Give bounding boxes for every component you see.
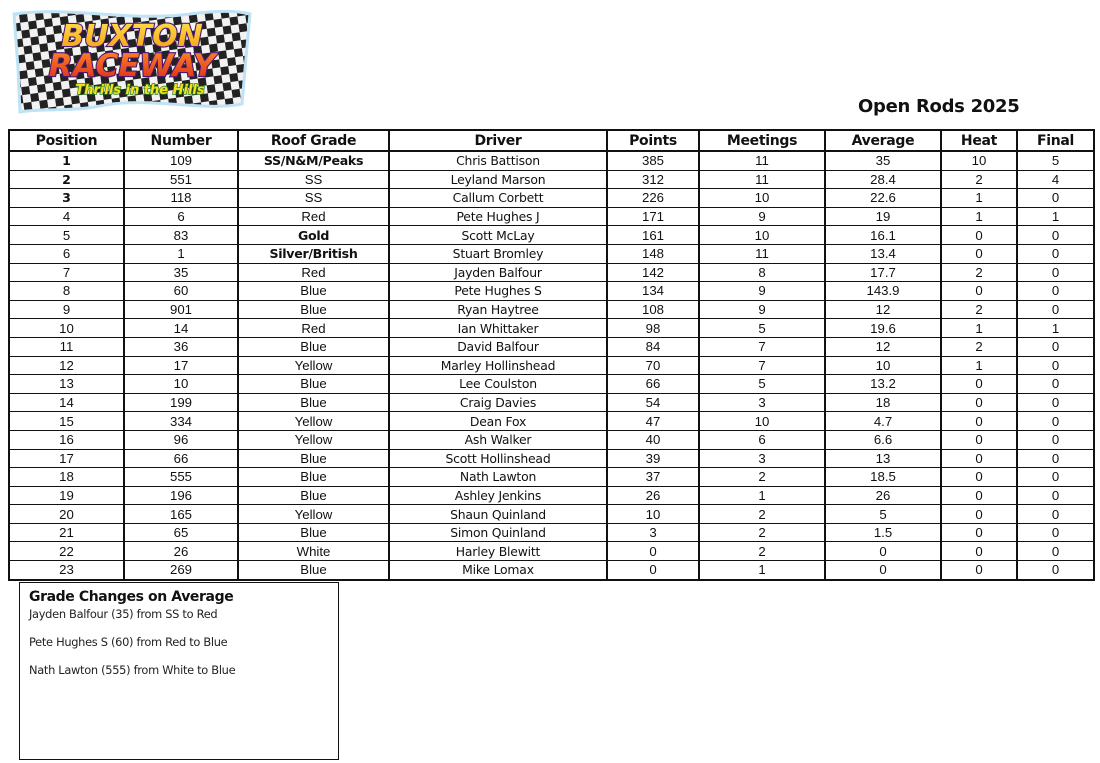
- cell-points: 70: [607, 356, 699, 375]
- cell-driver: Ashley Jenkins: [389, 486, 607, 505]
- cell-number: 1: [124, 244, 238, 263]
- cell-position: 4: [9, 207, 124, 226]
- cell-number: 35: [124, 263, 238, 282]
- cell-position: 3: [9, 189, 124, 208]
- cell-final: 0: [1017, 356, 1094, 375]
- cell-number: 60: [124, 282, 238, 301]
- table-row: [9, 486, 1094, 505]
- cell-average: 13.2: [825, 375, 941, 394]
- cell-driver: Scott Hollinshead: [389, 449, 607, 468]
- cell-final: 0: [1017, 561, 1094, 580]
- grade-change-item: Pete Hughes S (60) from Red to Blue: [29, 635, 228, 649]
- cell-average: 0: [825, 542, 941, 561]
- cell-final: 0: [1017, 523, 1094, 542]
- cell-number: 901: [124, 300, 238, 319]
- cell-heat: 1: [941, 356, 1017, 375]
- cell-meetings: 9: [699, 300, 825, 319]
- cell-heat: 0: [941, 412, 1017, 431]
- cell-average: 35: [825, 151, 941, 170]
- buxton-raceway-logo: [10, 8, 254, 116]
- cell-position: 5: [9, 226, 124, 245]
- cell-roof-grade: Blue: [238, 282, 389, 301]
- cell-average: 12: [825, 337, 941, 356]
- cell-number: 10: [124, 375, 238, 394]
- logo-line1: BUXTON: [61, 19, 203, 54]
- cell-average: 19: [825, 207, 941, 226]
- cell-meetings: 11: [699, 170, 825, 189]
- cell-average: 5: [825, 505, 941, 524]
- cell-final: 0: [1017, 505, 1094, 524]
- cell-driver: Harley Blewitt: [389, 542, 607, 561]
- cell-average: 26: [825, 486, 941, 505]
- cell-driver: Shaun Quinland: [389, 505, 607, 524]
- cell-points: 161: [607, 226, 699, 245]
- cell-driver: David Balfour: [389, 337, 607, 356]
- cell-heat: 0: [941, 505, 1017, 524]
- cell-final: 0: [1017, 282, 1094, 301]
- col-header-driver: Driver: [389, 130, 607, 151]
- cell-points: 10: [607, 505, 699, 524]
- cell-meetings: 1: [699, 486, 825, 505]
- cell-number: 196: [124, 486, 238, 505]
- cell-average: 0: [825, 561, 941, 580]
- cell-average: 16.1: [825, 226, 941, 245]
- logo-tagline: Thrills in the Hills: [75, 83, 205, 98]
- cell-position: 7: [9, 263, 124, 282]
- grade-changes-title: Grade Changes on Average: [29, 589, 234, 605]
- cell-roof-grade: Blue: [238, 375, 389, 394]
- cell-position: 22: [9, 542, 124, 561]
- cell-final: 0: [1017, 244, 1094, 263]
- cell-points: 142: [607, 263, 699, 282]
- table-row: [9, 244, 1094, 263]
- table-row: [9, 189, 1094, 208]
- cell-roof-grade: SS: [238, 189, 389, 208]
- cell-heat: 0: [941, 226, 1017, 245]
- cell-number: 165: [124, 505, 238, 524]
- cell-points: 47: [607, 412, 699, 431]
- cell-final: 0: [1017, 468, 1094, 487]
- cell-heat: 2: [941, 300, 1017, 319]
- cell-position: 17: [9, 449, 124, 468]
- cell-position: 14: [9, 393, 124, 412]
- cell-driver: Pete Hughes J: [389, 207, 607, 226]
- cell-final: 0: [1017, 300, 1094, 319]
- cell-number: 109: [124, 151, 238, 170]
- cell-points: 148: [607, 244, 699, 263]
- table-row: [9, 337, 1094, 356]
- cell-meetings: 2: [699, 542, 825, 561]
- cell-points: 37: [607, 468, 699, 487]
- table-row: [9, 300, 1094, 319]
- col-header-roof-grade: Roof Grade: [238, 130, 389, 151]
- cell-final: 1: [1017, 207, 1094, 226]
- cell-heat: 0: [941, 375, 1017, 394]
- cell-meetings: 5: [699, 375, 825, 394]
- cell-number: 36: [124, 337, 238, 356]
- cell-roof-grade: Yellow: [238, 356, 389, 375]
- cell-driver: Simon Quinland: [389, 523, 607, 542]
- cell-roof-grade: Blue: [238, 468, 389, 487]
- cell-number: 66: [124, 449, 238, 468]
- cell-driver: Jayden Balfour: [389, 263, 607, 282]
- cell-position: 23: [9, 561, 124, 580]
- cell-roof-grade: White: [238, 542, 389, 561]
- cell-average: 28.4: [825, 170, 941, 189]
- cell-points: 385: [607, 151, 699, 170]
- cell-position: 6: [9, 244, 124, 263]
- cell-driver: Ash Walker: [389, 430, 607, 449]
- cell-number: 14: [124, 319, 238, 338]
- cell-heat: 2: [941, 337, 1017, 356]
- table-row: [9, 319, 1094, 338]
- cell-driver: Leyland Marson: [389, 170, 607, 189]
- cell-driver: Scott McLay: [389, 226, 607, 245]
- cell-driver: Marley Hollinshead: [389, 356, 607, 375]
- col-header-points: Points: [607, 130, 699, 151]
- col-header-meetings: Meetings: [699, 130, 825, 151]
- cell-points: 226: [607, 189, 699, 208]
- grade-change-item: Jayden Balfour (35) from SS to Red: [29, 607, 218, 621]
- cell-position: 2: [9, 170, 124, 189]
- table-row: [9, 170, 1094, 189]
- cell-position: 16: [9, 430, 124, 449]
- cell-heat: 0: [941, 393, 1017, 412]
- cell-number: 551: [124, 170, 238, 189]
- col-header-position: Position: [9, 130, 124, 151]
- cell-number: 269: [124, 561, 238, 580]
- cell-final: 0: [1017, 430, 1094, 449]
- cell-driver: Nath Lawton: [389, 468, 607, 487]
- cell-heat: 1: [941, 319, 1017, 338]
- cell-heat: 2: [941, 170, 1017, 189]
- cell-heat: 0: [941, 282, 1017, 301]
- cell-average: 143.9: [825, 282, 941, 301]
- cell-average: 1.5: [825, 523, 941, 542]
- table-row: [9, 542, 1094, 561]
- cell-meetings: 11: [699, 151, 825, 170]
- cell-position: 20: [9, 505, 124, 524]
- cell-roof-grade: Blue: [238, 300, 389, 319]
- cell-heat: 0: [941, 486, 1017, 505]
- cell-final: 0: [1017, 337, 1094, 356]
- cell-heat: 0: [941, 561, 1017, 580]
- cell-roof-grade: Blue: [238, 486, 389, 505]
- cell-number: 83: [124, 226, 238, 245]
- standings-table: [8, 129, 1095, 581]
- table-row: [9, 505, 1094, 524]
- cell-position: 15: [9, 412, 124, 431]
- cell-number: 26: [124, 542, 238, 561]
- cell-average: 17.7: [825, 263, 941, 282]
- cell-driver: Dean Fox: [389, 412, 607, 431]
- cell-meetings: 6: [699, 430, 825, 449]
- cell-points: 312: [607, 170, 699, 189]
- cell-average: 12: [825, 300, 941, 319]
- header-row: [9, 130, 1094, 151]
- cell-heat: 10: [941, 151, 1017, 170]
- table-row: [9, 226, 1094, 245]
- cell-position: 9: [9, 300, 124, 319]
- grade-change-item: Nath Lawton (555) from White to Blue: [29, 663, 236, 677]
- cell-points: 3: [607, 523, 699, 542]
- table-row: [9, 561, 1094, 580]
- cell-driver: Mike Lomax: [389, 561, 607, 580]
- cell-final: 0: [1017, 542, 1094, 561]
- cell-roof-grade: Red: [238, 263, 389, 282]
- cell-position: 1: [9, 151, 124, 170]
- cell-meetings: 10: [699, 412, 825, 431]
- table-row: [9, 207, 1094, 226]
- cell-points: 54: [607, 393, 699, 412]
- cell-average: 6.6: [825, 430, 941, 449]
- cell-driver: Ryan Haytree: [389, 300, 607, 319]
- cell-average: 18: [825, 393, 941, 412]
- cell-average: 19.6: [825, 319, 941, 338]
- cell-final: 0: [1017, 393, 1094, 412]
- cell-number: 96: [124, 430, 238, 449]
- cell-number: 17: [124, 356, 238, 375]
- cell-driver: Stuart Bromley: [389, 244, 607, 263]
- cell-points: 26: [607, 486, 699, 505]
- cell-points: 134: [607, 282, 699, 301]
- cell-driver: Chris Battison: [389, 151, 607, 170]
- cell-meetings: 2: [699, 505, 825, 524]
- cell-number: 334: [124, 412, 238, 431]
- cell-roof-grade: SS/N&M/Peaks: [238, 151, 389, 170]
- cell-heat: 0: [941, 244, 1017, 263]
- cell-meetings: 2: [699, 523, 825, 542]
- cell-driver: Ian Whittaker: [389, 319, 607, 338]
- table-row: [9, 263, 1094, 282]
- cell-number: 118: [124, 189, 238, 208]
- cell-meetings: 7: [699, 337, 825, 356]
- table-row: [9, 412, 1094, 431]
- grade-changes-box: [19, 582, 339, 760]
- cell-roof-grade: Silver/British: [238, 244, 389, 263]
- cell-meetings: 10: [699, 226, 825, 245]
- cell-points: 171: [607, 207, 699, 226]
- cell-driver: Pete Hughes S: [389, 282, 607, 301]
- cell-heat: 0: [941, 542, 1017, 561]
- cell-final: 4: [1017, 170, 1094, 189]
- cell-meetings: 5: [699, 319, 825, 338]
- cell-meetings: 3: [699, 393, 825, 412]
- cell-meetings: 10: [699, 189, 825, 208]
- table-row: [9, 375, 1094, 394]
- cell-points: 39: [607, 449, 699, 468]
- col-header-heat: Heat: [941, 130, 1017, 151]
- cell-points: 40: [607, 430, 699, 449]
- cell-points: 84: [607, 337, 699, 356]
- cell-average: 13.4: [825, 244, 941, 263]
- cell-points: 66: [607, 375, 699, 394]
- col-header-final: Final: [1017, 130, 1094, 151]
- cell-roof-grade: SS: [238, 170, 389, 189]
- cell-driver: Callum Corbett: [389, 189, 607, 208]
- cell-position: 10: [9, 319, 124, 338]
- cell-roof-grade: Gold: [238, 226, 389, 245]
- cell-driver: Lee Coulston: [389, 375, 607, 394]
- cell-meetings: 8: [699, 263, 825, 282]
- cell-points: 0: [607, 561, 699, 580]
- cell-driver: Craig Davies: [389, 393, 607, 412]
- cell-number: 199: [124, 393, 238, 412]
- cell-final: 0: [1017, 375, 1094, 394]
- cell-position: 19: [9, 486, 124, 505]
- cell-heat: 2: [941, 263, 1017, 282]
- cell-heat: 0: [941, 523, 1017, 542]
- cell-points: 108: [607, 300, 699, 319]
- cell-roof-grade: Blue: [238, 561, 389, 580]
- cell-meetings: 1: [699, 561, 825, 580]
- cell-meetings: 7: [699, 356, 825, 375]
- cell-final: 0: [1017, 226, 1094, 245]
- cell-heat: 1: [941, 207, 1017, 226]
- cell-average: 4.7: [825, 412, 941, 431]
- cell-position: 12: [9, 356, 124, 375]
- cell-final: 1: [1017, 319, 1094, 338]
- table-row: [9, 282, 1094, 301]
- cell-points: 0: [607, 542, 699, 561]
- cell-average: 22.6: [825, 189, 941, 208]
- cell-position: 21: [9, 523, 124, 542]
- cell-number: 555: [124, 468, 238, 487]
- table-row: [9, 356, 1094, 375]
- cell-roof-grade: Blue: [238, 393, 389, 412]
- col-header-average: Average: [825, 130, 941, 151]
- cell-roof-grade: Yellow: [238, 430, 389, 449]
- cell-heat: 0: [941, 468, 1017, 487]
- sheet-title: Open Rods 2025: [858, 96, 1020, 117]
- cell-meetings: 2: [699, 468, 825, 487]
- table-row: [9, 393, 1094, 412]
- cell-position: 13: [9, 375, 124, 394]
- cell-position: 18: [9, 468, 124, 487]
- logo-line2: RACEWAY: [48, 48, 216, 84]
- cell-average: 18.5: [825, 468, 941, 487]
- cell-position: 11: [9, 337, 124, 356]
- cell-roof-grade: Blue: [238, 523, 389, 542]
- cell-meetings: 11: [699, 244, 825, 263]
- cell-points: 98: [607, 319, 699, 338]
- cell-heat: 0: [941, 430, 1017, 449]
- cell-meetings: 9: [699, 207, 825, 226]
- cell-number: 6: [124, 207, 238, 226]
- cell-final: 0: [1017, 189, 1094, 208]
- cell-final: 5: [1017, 151, 1094, 170]
- table-row: [9, 151, 1094, 170]
- col-header-number: Number: [124, 130, 238, 151]
- table-row: [9, 523, 1094, 542]
- cell-final: 0: [1017, 263, 1094, 282]
- cell-heat: 0: [941, 449, 1017, 468]
- cell-final: 0: [1017, 486, 1094, 505]
- cell-average: 13: [825, 449, 941, 468]
- cell-final: 0: [1017, 449, 1094, 468]
- cell-position: 8: [9, 282, 124, 301]
- cell-roof-grade: Blue: [238, 337, 389, 356]
- cell-roof-grade: Yellow: [238, 412, 389, 431]
- cell-roof-grade: Red: [238, 207, 389, 226]
- table-row: [9, 449, 1094, 468]
- cell-final: 0: [1017, 412, 1094, 431]
- cell-roof-grade: Blue: [238, 449, 389, 468]
- cell-meetings: 3: [699, 449, 825, 468]
- cell-meetings: 9: [699, 282, 825, 301]
- cell-number: 65: [124, 523, 238, 542]
- cell-average: 10: [825, 356, 941, 375]
- table-row: [9, 430, 1094, 449]
- cell-heat: 1: [941, 189, 1017, 208]
- cell-roof-grade: Yellow: [238, 505, 389, 524]
- cell-roof-grade: Red: [238, 319, 389, 338]
- table-row: [9, 468, 1094, 487]
